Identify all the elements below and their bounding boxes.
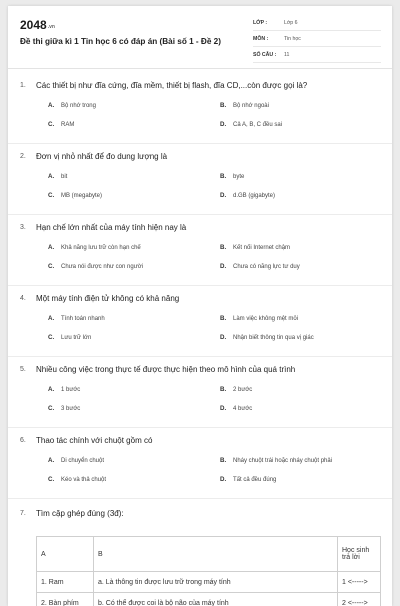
option-text: Tính toán nhanh — [61, 316, 105, 322]
options — [48, 303, 382, 343]
question-6 — [20, 436, 382, 485]
divider — [8, 285, 392, 286]
option-letter: A. — [48, 315, 61, 322]
option-text: 2 bước — [233, 387, 252, 393]
meta-subject-row — [253, 31, 381, 47]
option-c[interactable] — [48, 405, 80, 412]
option-text: bit — [61, 174, 67, 180]
question-text: Thao tác chính với chuột gồm có — [36, 436, 152, 445]
meta-subject-value: Tin học — [284, 36, 301, 42]
table-cell: 2. Bàn phím — [37, 593, 94, 606]
option-letter: D. — [220, 334, 233, 341]
option-letter: A. — [48, 386, 61, 393]
question-number: 2. — [20, 152, 36, 161]
option-letter: D. — [220, 192, 233, 199]
option-letter: A. — [48, 102, 61, 109]
option-letter: B. — [220, 457, 233, 464]
question-2 — [20, 152, 382, 201]
option-b[interactable] — [220, 173, 244, 180]
question-7 — [20, 509, 382, 518]
options — [48, 90, 382, 130]
question-text: Các thiết bị như đĩa cứng, đĩa mềm, thiết bị flash, đĩa CD,...còn được gọi là? — [36, 81, 307, 90]
matching-table — [36, 536, 381, 606]
option-text: byte — [233, 174, 244, 180]
option-text: d.GB (gigabyte) — [233, 193, 275, 199]
option-letter: D. — [220, 121, 233, 128]
option-text: Làm việc không mệt mỏi — [233, 316, 298, 322]
meta-count-row — [253, 47, 381, 63]
option-a[interactable] — [48, 173, 67, 180]
question-text: Đơn vị nhỏ nhất để đo dung lượng là — [36, 152, 167, 161]
meta-class-value: Lớp 6 — [284, 20, 298, 26]
option-text: 1 bước — [61, 387, 80, 393]
question-number: 7. — [20, 509, 36, 518]
option-c[interactable] — [48, 263, 143, 270]
option-d[interactable] — [220, 405, 252, 412]
option-letter: A. — [48, 457, 61, 464]
option-letter: B. — [220, 386, 233, 393]
option-letter: B. — [220, 315, 233, 322]
option-c[interactable] — [48, 121, 74, 128]
option-letter: C. — [48, 121, 61, 128]
option-letter: D. — [220, 263, 233, 270]
option-letter: C. — [48, 334, 61, 341]
table-row — [37, 593, 381, 606]
question-text: Tìm cặp ghép đúng (3đ): — [36, 509, 124, 518]
option-text: 4 bước — [233, 406, 252, 412]
option-letter: C. — [48, 192, 61, 199]
option-text: Cả A, B, C đều sai — [233, 122, 282, 128]
option-letter: D. — [220, 405, 233, 412]
question-number: 3. — [20, 223, 36, 232]
option-d[interactable] — [220, 263, 300, 270]
table-header-cell: A — [37, 537, 94, 572]
meta-count-value: 11 — [284, 52, 289, 58]
table-cell[interactable]: 2 <-----> — [338, 593, 381, 606]
logo-suffix: .vn — [48, 24, 55, 30]
option-text: Chưa có năng lực tư duy — [233, 264, 300, 270]
question-number: 1. — [20, 81, 36, 90]
option-a[interactable] — [48, 244, 141, 251]
options — [48, 161, 382, 201]
question-3 — [20, 223, 382, 272]
table-cell[interactable]: 1 <-----> — [338, 572, 381, 593]
table-header-cell: Học sinh trả lời — [338, 537, 381, 572]
divider — [8, 143, 392, 144]
option-text: Kết nối Internet chậm — [233, 245, 290, 251]
option-text: Bộ nhớ trong — [61, 103, 96, 109]
option-letter: C. — [48, 476, 61, 483]
option-text: Nháy chuột trái hoặc nháy chuột phải — [233, 458, 332, 464]
option-text: RAM — [61, 122, 74, 128]
options — [48, 445, 382, 485]
option-b[interactable] — [220, 457, 332, 464]
option-d[interactable] — [220, 121, 282, 128]
meta-class-row — [253, 15, 381, 31]
option-letter: B. — [220, 244, 233, 251]
question-4 — [20, 294, 382, 343]
option-d[interactable] — [220, 192, 275, 199]
option-text: Di chuyển chuột — [61, 458, 104, 464]
option-letter: B. — [220, 173, 233, 180]
option-b[interactable] — [220, 315, 298, 322]
option-c[interactable] — [48, 476, 106, 483]
option-b[interactable] — [220, 386, 252, 393]
question-number: 4. — [20, 294, 36, 303]
exam-title: Đề thi giữa kì 1 Tin học 6 có đáp án (Bài số 1 - Đề 2) — [20, 37, 221, 46]
table-cell: a. Là thông tin được lưu trữ trong máy tính — [94, 572, 338, 593]
meta-class-label: LỚP : — [253, 20, 284, 26]
option-d[interactable] — [220, 334, 314, 341]
table-cell: 1. Ram — [37, 572, 94, 593]
exam-header — [8, 6, 392, 69]
question-text: Một máy tính điện tử không có khả năng — [36, 294, 179, 303]
table-header-row — [37, 537, 381, 572]
meta-subject-label: MÔN : — [253, 36, 284, 42]
question-1 — [20, 81, 382, 130]
option-text: 3 bước — [61, 406, 80, 412]
option-text: Lưu trữ lớn — [61, 335, 91, 341]
logo-text: 2048 — [20, 18, 47, 32]
option-text: Chưa nói được như con người — [61, 264, 143, 270]
option-b[interactable] — [220, 102, 269, 109]
divider — [8, 356, 392, 357]
option-text: Bộ nhớ ngoài — [233, 103, 269, 109]
option-letter: B. — [220, 102, 233, 109]
question-text: Hạn chế lớn nhất của máy tính hiện nay là — [36, 223, 186, 232]
option-text: Nhận biết thông tin qua vị giác — [233, 335, 314, 341]
option-c[interactable] — [48, 334, 91, 341]
option-a[interactable] — [48, 315, 105, 322]
divider — [8, 214, 392, 215]
table-row — [37, 572, 381, 593]
option-letter: C. — [48, 263, 61, 270]
option-letter: C. — [48, 405, 61, 412]
question-number: 5. — [20, 365, 36, 374]
option-letter: A. — [48, 244, 61, 251]
question-text: Nhiều công việc trong thực tế được thực hiện theo mô hình của quá trình — [36, 365, 295, 374]
site-logo[interactable] — [20, 18, 55, 32]
meta-count-label: SỐ CÂU : — [253, 52, 284, 58]
option-letter: A. — [48, 173, 61, 180]
option-text: Kéo và thả chuột — [61, 477, 106, 483]
divider — [8, 427, 392, 428]
option-text: Tất cả đều đúng — [233, 477, 276, 483]
options — [48, 374, 382, 414]
option-text: MB (megabyte) — [61, 193, 102, 199]
table-header-cell: B — [94, 537, 338, 572]
question-5 — [20, 365, 382, 414]
question-number: 6. — [20, 436, 36, 445]
option-a[interactable] — [48, 457, 104, 464]
option-a[interactable] — [48, 386, 80, 393]
option-a[interactable] — [48, 102, 96, 109]
exam-meta — [253, 15, 381, 63]
divider — [8, 498, 392, 499]
option-c[interactable] — [48, 192, 102, 199]
option-letter: D. — [220, 476, 233, 483]
option-d[interactable] — [220, 476, 276, 483]
options — [48, 232, 382, 272]
option-text: Khả năng lưu trữ còn hạn chế — [61, 245, 141, 251]
exam-page — [8, 6, 392, 606]
table-cell: b. Có thể được coi là bộ não của máy tính — [94, 593, 338, 606]
option-b[interactable] — [220, 244, 290, 251]
